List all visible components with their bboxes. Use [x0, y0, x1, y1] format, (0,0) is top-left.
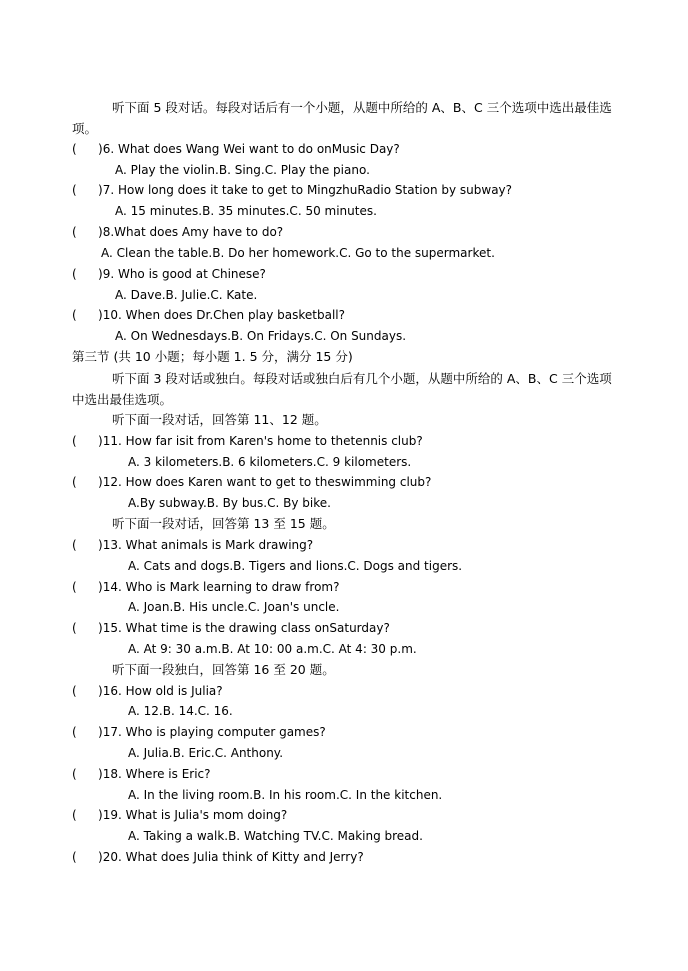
answer-bracket-open: (	[72, 538, 77, 552]
question-text: 6. What does Wang Wei want to do onMusic Day?	[102, 142, 400, 156]
answer-bracket-close: )	[98, 475, 103, 489]
answer-bracket-close: )	[98, 538, 103, 552]
answer-bracket-close: )	[98, 684, 103, 698]
question-20	[72, 847, 364, 867]
question-11	[72, 431, 423, 451]
question-13	[72, 535, 313, 555]
question-text: 11. How far isit from Karen's home to thetennis club?	[102, 434, 423, 448]
question-7	[72, 180, 512, 200]
section3-title: 第三节 (共 10 小题；每小题 1. 5 分，满分 15 分)	[72, 349, 353, 364]
answer-bracket-close: )	[98, 225, 103, 239]
question-8	[72, 222, 283, 242]
answer-bracket-close: )	[98, 850, 103, 864]
question-text: 7. How long does it take to get to MingzhuRadio Station by subway?	[102, 183, 513, 197]
subheading-16-20: 听下面一段独白，回答第 16 至 20 题。	[112, 662, 335, 677]
answer-bracket-close: )	[98, 808, 103, 822]
question-text: 13. What animals is Mark drawing?	[102, 538, 314, 552]
question-text: 8.What does Amy have to do?	[102, 225, 284, 239]
subheading-13-15: 听下面一段对话，回答第 13 至 15 题。	[112, 516, 335, 531]
options-19: A. Taking a walk.B. Watching TV.C. Making bread.	[128, 829, 423, 843]
question-6	[72, 139, 400, 159]
answer-bracket-close: )	[98, 621, 103, 635]
answer-bracket-open: (	[72, 475, 77, 489]
options-11: A. 3 kilometers.B. 6 kilometers.C. 9 kilometers.	[128, 455, 412, 469]
answer-bracket-open: (	[72, 850, 77, 864]
answer-bracket-open: (	[72, 267, 77, 281]
answer-bracket-open: (	[72, 183, 77, 197]
answer-bracket-close: )	[98, 267, 103, 281]
answer-bracket-close: )	[98, 580, 103, 594]
question-18	[72, 764, 211, 784]
options-7: A. 15 minutes.B. 35 minutes.C. 50 minutes.	[115, 204, 377, 218]
answer-bracket-open: (	[72, 225, 77, 239]
question-16	[72, 681, 223, 701]
question-10	[72, 305, 345, 325]
answer-bracket-open: (	[72, 308, 77, 322]
instructions-part2: 听下面 5 段对话。每段对话后有一个小题，从题中所给的 A、B、C 三个选项中选出最佳选项。	[72, 100, 612, 136]
answer-bracket-open: (	[72, 621, 77, 635]
options-17: A. Julia.B. Eric.C. Anthony.	[128, 746, 284, 760]
answer-bracket-close: )	[98, 308, 103, 322]
answer-bracket-close: )	[98, 725, 103, 739]
question-text: 12. How does Karen want to get to theswimming club?	[102, 475, 432, 489]
question-text: 17. Who is playing computer games?	[102, 725, 326, 739]
question-text: 9. Who is good at Chinese?	[102, 267, 266, 281]
question-text: 18. Where is Eric?	[102, 767, 211, 781]
question-text: 19. What is Julia's mom doing?	[102, 808, 288, 822]
instructions-part3: 听下面 3 段对话或独白。每段对话或独白后有几个小题，从题中所给的 A、B、C 三个选项中选出最佳选项。	[72, 371, 612, 407]
answer-bracket-open: (	[72, 580, 77, 594]
options-9: A. Dave.B. Julie.C. Kate.	[115, 288, 258, 302]
answer-bracket-open: (	[72, 725, 77, 739]
answer-bracket-close: )	[98, 767, 103, 781]
question-text: 16. How old is Julia?	[102, 684, 223, 698]
question-15	[72, 618, 390, 638]
answer-bracket-close: )	[98, 183, 103, 197]
question-9	[72, 264, 266, 284]
options-16: A. 12.B. 14.C. 16.	[128, 704, 233, 718]
question-text: 15. What time is the drawing class onSaturday?	[102, 621, 390, 635]
answer-bracket-open: (	[72, 684, 77, 698]
options-14: A. Joan.B. His uncle.C. Joan's uncle.	[128, 600, 340, 614]
answer-bracket-open: (	[72, 767, 77, 781]
answer-bracket-open: (	[72, 808, 77, 822]
options-12: A.By subway.B. By bus.C. By bike.	[128, 496, 331, 510]
answer-bracket-open: (	[72, 434, 77, 448]
options-13: A. Cats and dogs.B. Tigers and lions.C. Dogs and tigers.	[128, 559, 463, 573]
question-19	[72, 805, 287, 825]
options-15: A. At 9: 30 a.m.B. At 10: 00 a.m.C. At 4: 30 p.m.	[128, 642, 417, 656]
subheading-11-12: 听下面一段对话，回答第 11、12 题。	[112, 412, 327, 427]
question-text: 10. When does Dr.Chen play basketball?	[102, 308, 346, 322]
answer-bracket-close: )	[98, 434, 103, 448]
options-6: A. Play the violin.B. Sing.C. Play the piano.	[115, 163, 370, 177]
question-12	[72, 472, 431, 492]
answer-bracket-open: (	[72, 142, 77, 156]
question-17	[72, 722, 326, 742]
options-18: A. In the living room.B. In his room.C. In the kitchen.	[128, 788, 443, 802]
answer-bracket-close: )	[98, 142, 103, 156]
question-text: 14. Who is Mark learning to draw from?	[102, 580, 340, 594]
question-14	[72, 577, 339, 597]
question-text: 20. What does Julia think of Kitty and Jerry?	[102, 850, 364, 864]
options-8: A. Clean the table.B. Do her homework.C. Go to the supermarket.	[101, 246, 495, 260]
options-10: A. On Wednesdays.B. On Fridays.C. On Sundays.	[115, 329, 407, 343]
